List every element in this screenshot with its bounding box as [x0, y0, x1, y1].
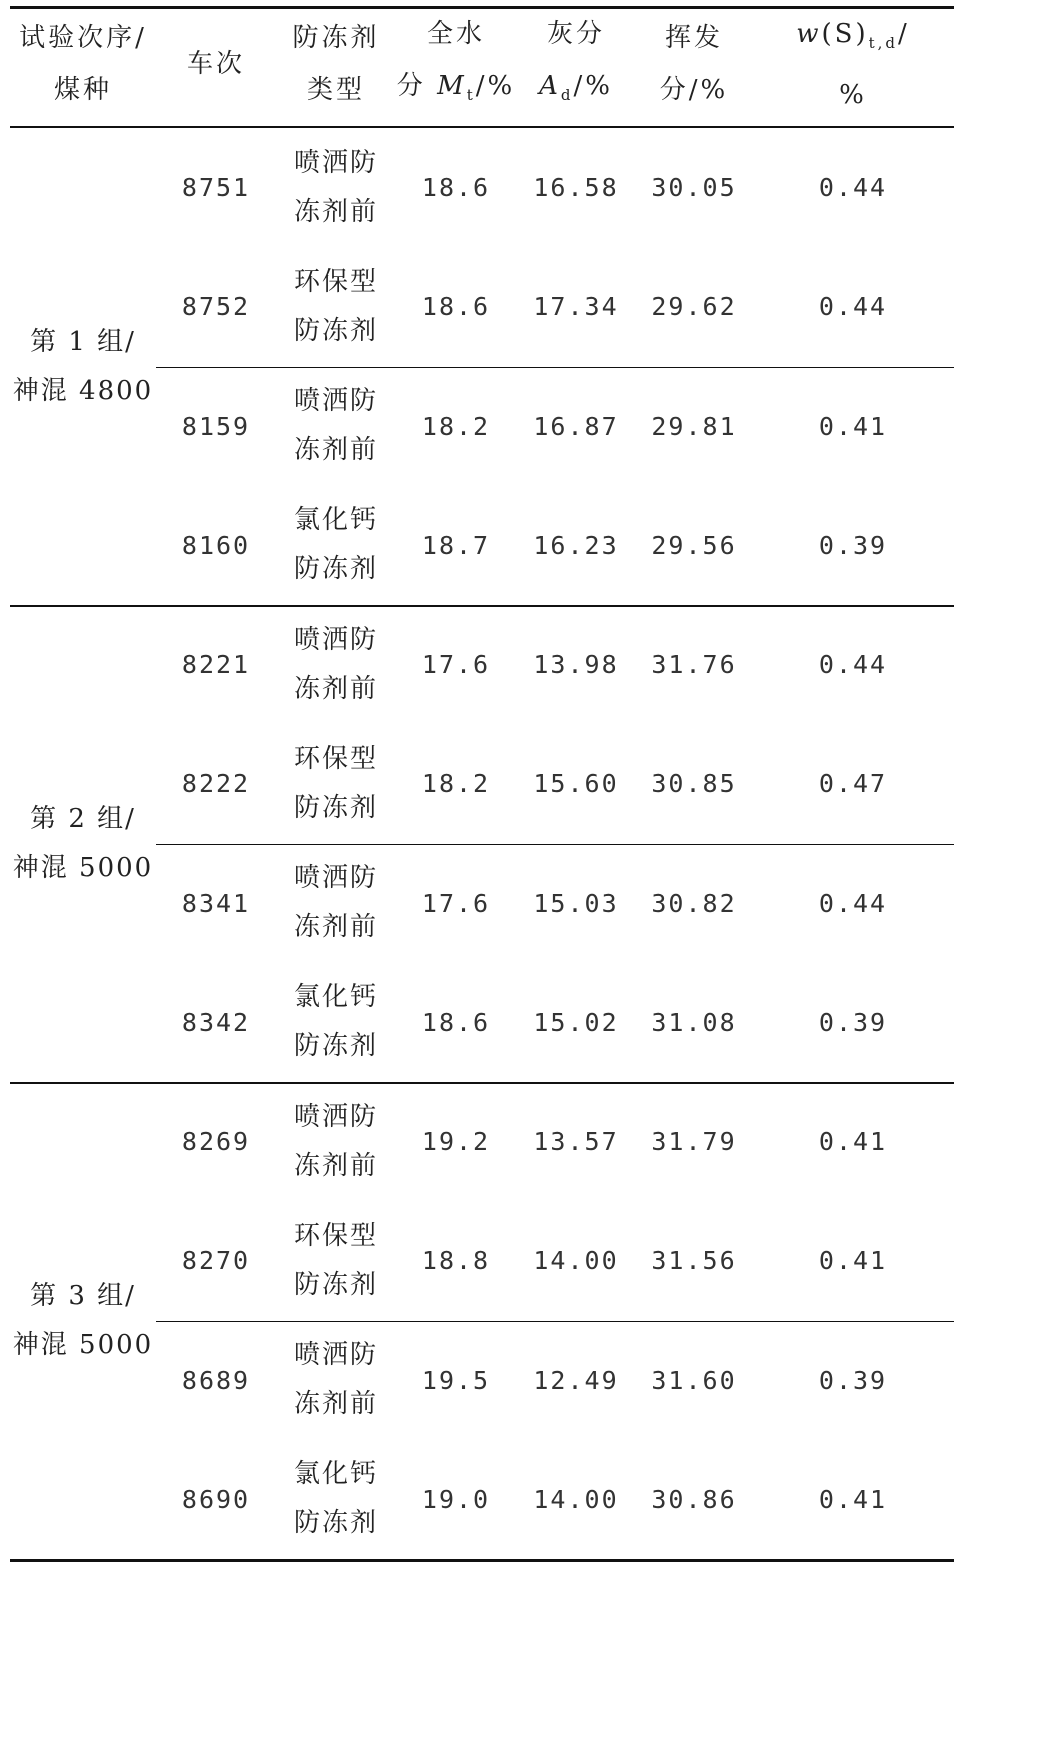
car-number: 8222 — [181, 769, 251, 799]
header-group: 试验次序/ 煤种 — [19, 23, 147, 105]
group-label: 第 1 组/ 神混 4800 — [12, 326, 154, 406]
antifreeze-type: 喷洒防 冻剂前 — [293, 386, 378, 466]
sulfur-value: 0.44 — [818, 173, 888, 203]
volatile-value: 30.82 — [651, 888, 737, 918]
total-moisture-value: 18.8 — [421, 1246, 491, 1276]
ash-value: 16.23 — [533, 530, 619, 560]
antifreeze-type: 喷洒防 冻剂前 — [293, 147, 378, 227]
ash-value: 15.02 — [533, 1007, 619, 1037]
header-sulfur: $w(S)_{t,d}/$ % — [796, 18, 910, 110]
volatile-value: 31.60 — [651, 1365, 737, 1395]
car-number: 8342 — [181, 1007, 251, 1037]
car-number: 8160 — [181, 530, 251, 560]
header-car: 车次 — [186, 49, 245, 79]
car-number: 8751 — [181, 173, 251, 203]
header-agent: 防冻剂 类型 — [292, 23, 380, 105]
antifreeze-type: 喷洒防 冻剂前 — [293, 1101, 378, 1181]
total-moisture-value: 18.2 — [421, 411, 491, 441]
ash-value: 13.57 — [533, 1127, 619, 1157]
sulfur-value: 0.47 — [818, 769, 888, 799]
sulfur-value: 0.44 — [818, 292, 888, 322]
sulfur-value: 0.39 — [818, 1365, 888, 1395]
car-number: 8341 — [181, 888, 251, 918]
car-number: 8221 — [181, 650, 251, 680]
ash-value: 15.60 — [533, 769, 619, 799]
car-number: 8159 — [181, 411, 251, 441]
antifreeze-type: 环保型 防冻剂 — [293, 743, 378, 823]
ash-value: 16.87 — [533, 411, 619, 441]
table-rule — [156, 367, 954, 368]
antifreeze-type: 氯化钙 防冻剂 — [293, 505, 378, 585]
sulfur-value: 0.41 — [818, 411, 888, 441]
car-number: 8269 — [181, 1127, 251, 1157]
ash-value: 13.98 — [533, 650, 619, 680]
total-moisture-value: 19.5 — [421, 1365, 491, 1395]
antifreeze-type: 环保型 防冻剂 — [293, 266, 378, 346]
table-rule — [10, 6, 954, 9]
header-total-moisture: 全水 分 $M_t/\%$ — [396, 18, 516, 104]
total-moisture-value: 18.6 — [421, 292, 491, 322]
car-number: 8689 — [181, 1365, 251, 1395]
sulfur-value: 0.41 — [818, 1484, 888, 1514]
volatile-value: 31.56 — [651, 1246, 737, 1276]
header-ash: 灰分 $A_d/\%$ — [539, 18, 613, 104]
total-moisture-value: 19.0 — [421, 1484, 491, 1514]
ash-value: 14.00 — [533, 1484, 619, 1514]
volatile-value: 29.81 — [651, 411, 737, 441]
volatile-value: 29.56 — [651, 530, 737, 560]
ash-value: 14.00 — [533, 1246, 619, 1276]
volatile-value: 30.05 — [651, 173, 737, 203]
volatile-value: 30.85 — [651, 769, 737, 799]
total-moisture-value: 17.6 — [421, 888, 491, 918]
total-moisture-value: 18.6 — [421, 173, 491, 203]
antifreeze-type: 喷洒防 冻剂前 — [293, 624, 378, 704]
sulfur-value: 0.39 — [818, 1007, 888, 1037]
group-label: 第 2 组/ 神混 5000 — [12, 803, 154, 883]
car-number: 8270 — [181, 1246, 251, 1276]
antifreeze-type: 氯化钙 防冻剂 — [293, 1459, 378, 1539]
ash-value: 17.34 — [533, 292, 619, 322]
antifreeze-type: 环保型 防冻剂 — [293, 1220, 378, 1300]
sulfur-value: 0.39 — [818, 530, 888, 560]
antifreeze-type: 喷洒防 冻剂前 — [293, 1340, 378, 1420]
total-moisture-value: 18.6 — [421, 1007, 491, 1037]
table-rule — [10, 1559, 954, 1562]
sulfur-value: 0.44 — [818, 650, 888, 680]
antifreeze-type: 氯化钙 防冻剂 — [293, 982, 378, 1062]
volatile-value: 31.08 — [651, 1007, 737, 1037]
ash-value: 12.49 — [533, 1365, 619, 1395]
header-volatile: 挥发 分/% — [659, 23, 729, 105]
table-rule — [156, 844, 954, 845]
volatile-value: 31.79 — [651, 1127, 737, 1157]
car-number: 8690 — [181, 1484, 251, 1514]
sulfur-value: 0.41 — [818, 1246, 888, 1276]
sulfur-value: 0.41 — [818, 1127, 888, 1157]
table-rule — [156, 1321, 954, 1322]
ash-value: 16.58 — [533, 173, 619, 203]
car-number: 8752 — [181, 292, 251, 322]
antifreeze-type: 喷洒防 冻剂前 — [293, 863, 378, 943]
total-moisture-value: 18.7 — [421, 530, 491, 560]
ash-value: 15.03 — [533, 888, 619, 918]
volatile-value: 31.76 — [651, 650, 737, 680]
total-moisture-value: 19.2 — [421, 1127, 491, 1157]
total-moisture-value: 17.6 — [421, 650, 491, 680]
volatile-value: 29.62 — [651, 292, 737, 322]
group-label: 第 3 组/ 神混 5000 — [12, 1280, 154, 1360]
total-moisture-value: 18.2 — [421, 769, 491, 799]
volatile-value: 30.86 — [651, 1484, 737, 1514]
sulfur-value: 0.44 — [818, 888, 888, 918]
